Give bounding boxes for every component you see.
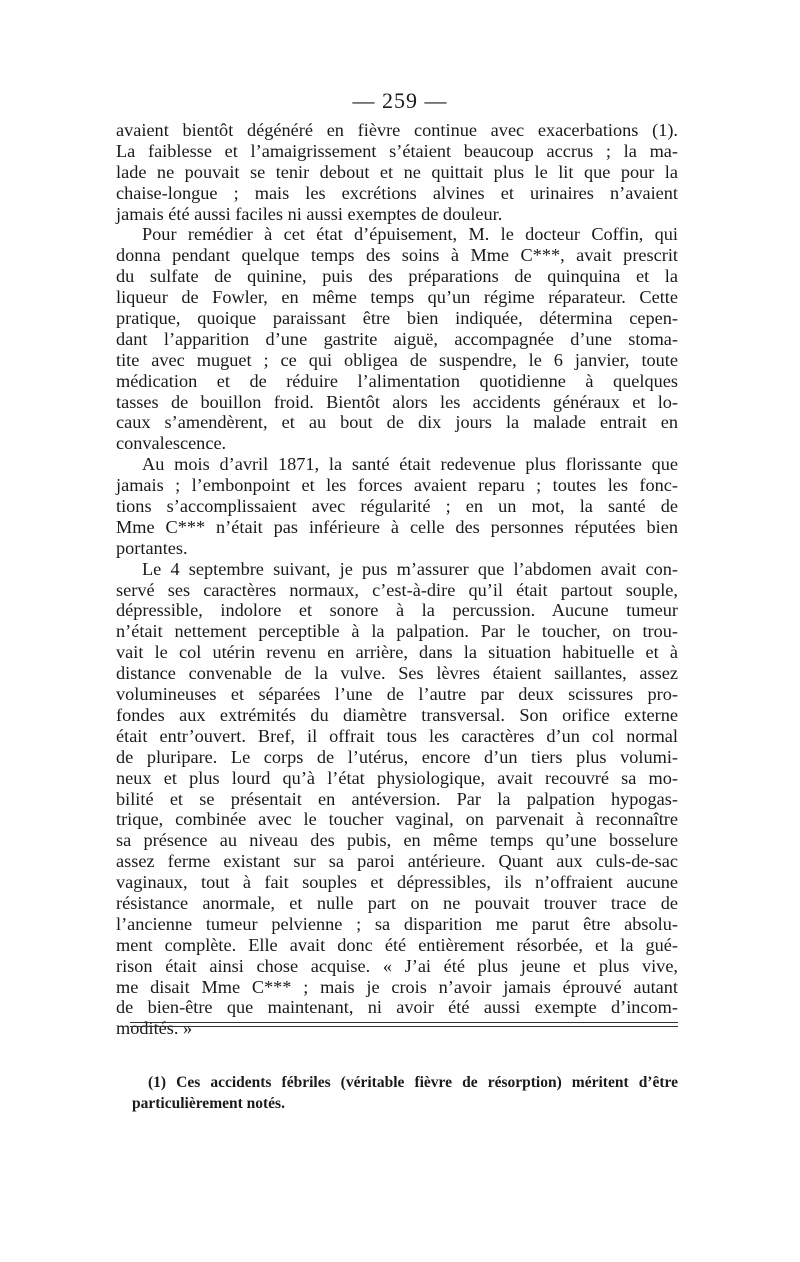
text-line: tasses de bouillon froid. Bientôt alors les accidents généraux et lo-: [116, 391, 678, 412]
text-line: liqueur de Fowler, en même temps qu’un régime réparateur. Cette: [116, 287, 678, 308]
text-line: caux s’amendèrent, et au bout de dix jours la malade entrait en: [116, 412, 678, 433]
text-line: dant l’apparition d’une gastrite aiguë, accompagnée d’une stoma-: [116, 328, 678, 349]
text-line: avaient bientôt dégénéré en fièvre continue avec exacerbations (1).: [116, 120, 678, 140]
text-line: volumineuses et séparées l’une de l’autre par deux scissures pro-: [116, 684, 678, 705]
text-line: n’était nettement perceptible à la palpation. Par le toucher, on trou-: [116, 621, 678, 642]
text-line: assez ferme existant sur sa paroi antérieure. Quant aux culs-de-sac: [116, 851, 678, 872]
text-line: fondes aux extrémités du diamètre transversal. Son orifice externe: [116, 704, 678, 725]
text-line: tite avec muguet ; ce qui obligea de suspendre, le 6 janvier, toute: [116, 349, 678, 370]
text-line: sa présence au niveau des pubis, en même temps qu’une bosselure: [116, 830, 678, 851]
text-line: distance convenable de la vulve. Ses lèvres étaient saillantes, assez: [116, 663, 678, 684]
text-line: rison était ainsi chose acquise. « J’ai été plus jeune et plus vive,: [116, 955, 678, 976]
text-line: dépressible, indolore et sonore à la percussion. Aucune tumeur: [116, 600, 678, 621]
text-line: vait le col utérin revenu en arrière, dans la situation habituelle et à: [116, 642, 678, 663]
footnote-line: particulièrement notés.: [132, 1095, 285, 1112]
text-line: de bien-être que maintenant, ni avoir été aussi exempte d’incom-: [116, 997, 678, 1018]
text-line: La faiblesse et l’amaigrissement s’étaient beaucoup accrus ; la ma-: [116, 140, 678, 161]
text-line: servé ses caractères normaux, c’est-à-dire qu’il était partout souple,: [116, 579, 678, 600]
text-line: l’ancienne tumeur pelvienne ; sa disparition me parut être absolu-: [116, 913, 678, 934]
text-line: du sulfate de quinine, puis des préparations de quinquina et la: [116, 266, 678, 287]
text-line: neux et plus lourd qu’à l’état physiologique, avait recouvré sa mo-: [116, 767, 678, 788]
text-line: trique, combinée avec le toucher vaginal, on parvenait à reconnaître: [116, 809, 678, 830]
footnote-line: (1) Ces accidents fébriles (véritable fièvre de résorption) méritent d’être: [148, 1074, 678, 1091]
text-line: résistance anormale, et nulle part on ne pouvait trouver trace de: [116, 892, 678, 913]
text-line: convalescence.: [116, 433, 227, 454]
text-line: tions s’accomplissaient avec régularité ; en un mot, la santé de: [116, 496, 678, 517]
text-line: me disait Mme C*** ; mais je crois n’avoir jamais éprouvé autant: [116, 976, 678, 997]
text-line: ment complète. Elle avait donc été entièrement résorbée, et la gué-: [116, 934, 678, 955]
text-line: Mme C*** n’était pas inférieure à celle des personnes réputées bien: [116, 516, 678, 537]
text-line: Pour remédier à cet état d’épuisement, M. le docteur Coffin, qui: [142, 224, 678, 245]
text-line: modités. »: [116, 1018, 193, 1039]
page-number: — 259 —: [352, 88, 448, 113]
footnote-divider-thick: [130, 1026, 678, 1027]
text-line: bilité et se présentait en antéversion. Par la palpation hypogas-: [116, 788, 678, 809]
text-line: vaginaux, tout à fait souples et dépressibles, ils n’offraient aucune: [116, 872, 678, 893]
text-line: jamais été aussi faciles ni aussi exemptes de douleur.: [116, 203, 503, 224]
text-line: lade ne pouvait se tenir debout et ne quittait plus le lit que pour la: [116, 161, 678, 182]
text-line: médication et de réduire l’alimentation quotidienne à quelques: [116, 370, 678, 391]
text-line: donna pendant quelque temps des soins à Mme C***, avait prescrit: [116, 245, 678, 266]
text-line: pratique, quoique paraissant être bien indiquée, détermina cepen-: [116, 308, 678, 329]
text-line: Au mois d’avril 1871, la santé était redevenue plus florissante que: [142, 454, 678, 475]
footnote: [132, 1072, 678, 1114]
text-line: portantes.: [116, 537, 188, 558]
text-line: était entr’ouvert. Bref, il offrait tous les caractères d’un col normal: [116, 725, 678, 746]
body-text: [116, 120, 678, 1039]
text-line: jamais ; l’embonpoint et les forces avaient reparu ; toutes les fonc-: [116, 475, 678, 496]
text-line: Le 4 septembre suivant, je pus m’assurer que l’abdomen avait con-: [142, 558, 678, 579]
text-line: chaise-longue ; mais les excrétions alvines et urinaires n’avaient: [116, 182, 678, 203]
footnote-divider-thin: [130, 1022, 678, 1023]
text-line: de pluripare. Le corps de l’utérus, encore d’un tiers plus volumi-: [116, 746, 678, 767]
